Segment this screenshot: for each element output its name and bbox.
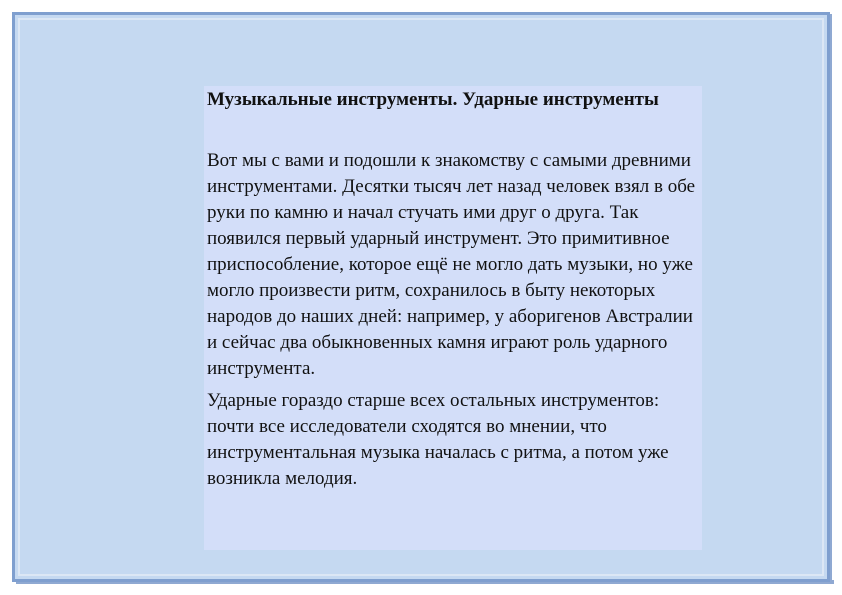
paragraph-origin: Ударные гораздо старше всех остальных инструментов: почти все исследователи сходятся во мнении, что инструментальная музыка началась с ритма, а потом уже возникла мелодия. xyxy=(207,390,669,489)
document-title: Музыкальные инструменты. Ударные инструменты xyxy=(207,89,659,110)
document-text-box xyxy=(204,86,702,550)
paragraph-history: Вот мы с вами и подошли к знакомству с самыми древними инструментами. Десятки тысяч лет назад человек взял в обе руки по камню и начал стучать ими друг о друга. Так появился первый ударный инструмент. Это примитивное приспособление, которое ещё не могло дать музыки, но уже могло произвести ритм, сохранилось в быту некоторых народов до наших дней: например, у аборигенов Австралии и сейчас два обыкновенных камня играют роль ударного инструмента. xyxy=(207,150,696,379)
